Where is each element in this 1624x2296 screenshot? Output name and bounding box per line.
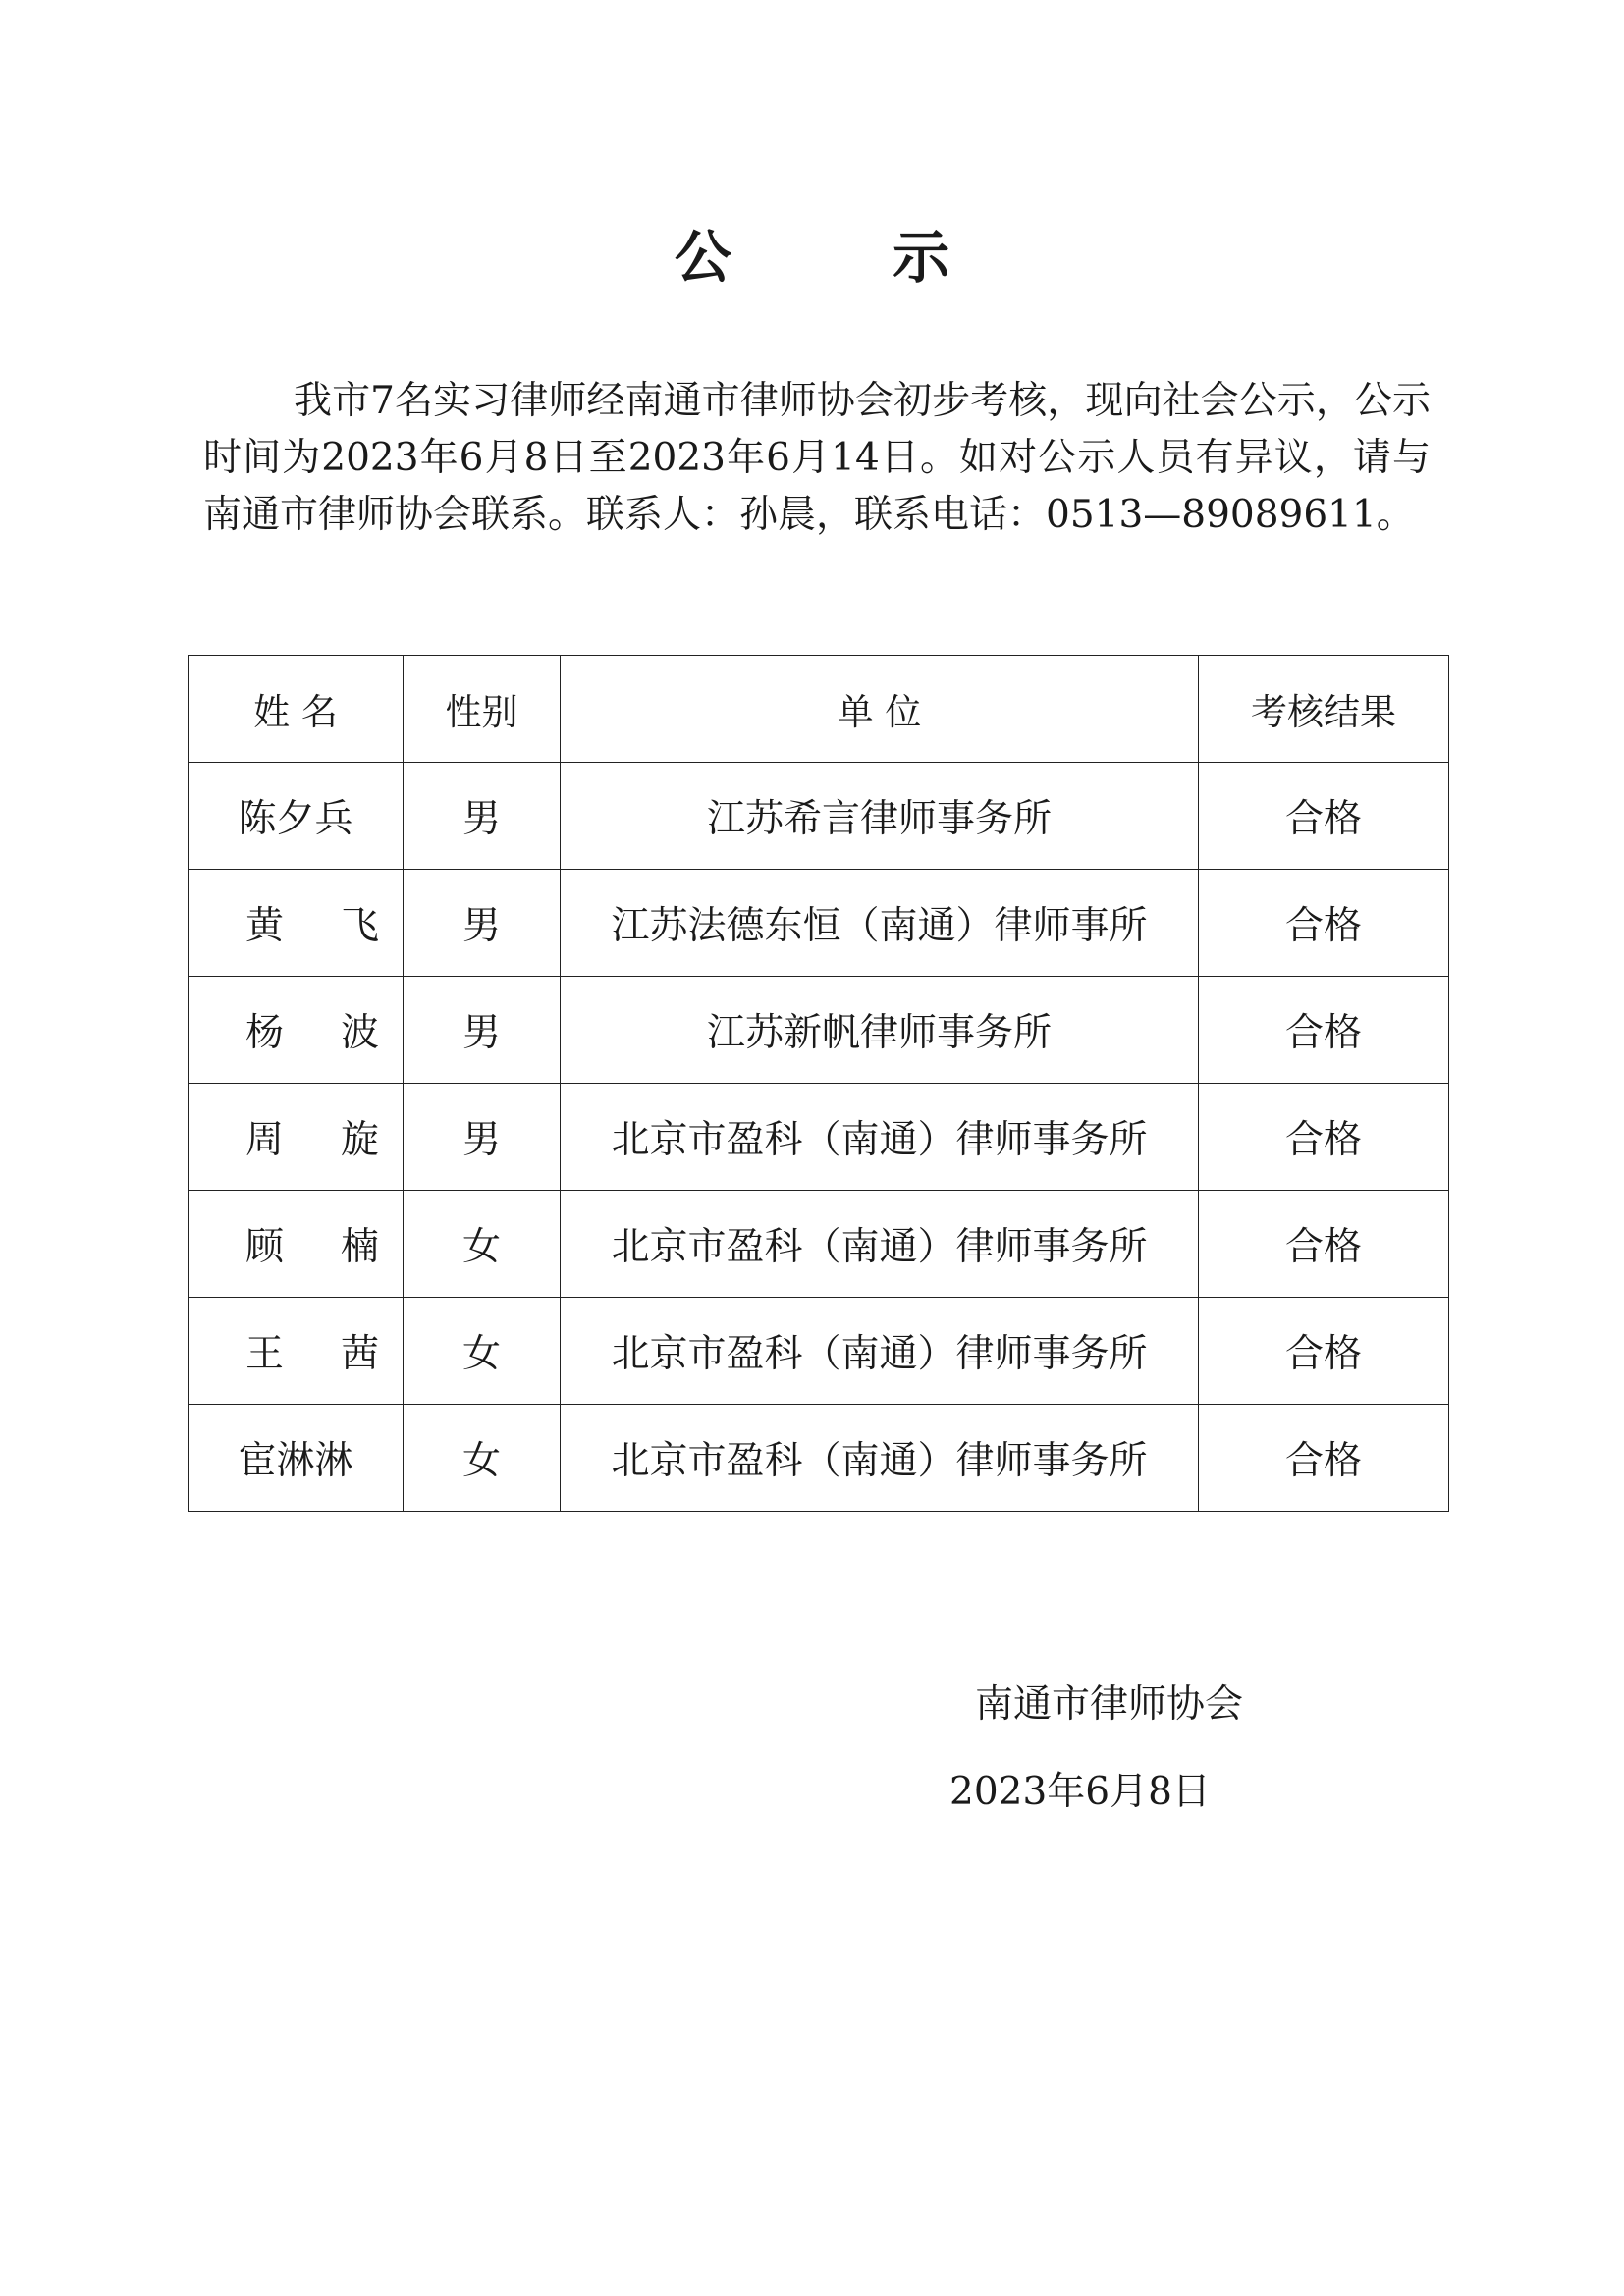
- table-row: [189, 977, 1449, 1084]
- table-row: [189, 870, 1449, 977]
- cell-unit: 北京市盈科（南通）律师事务所: [561, 1405, 1199, 1512]
- cell-unit: 北京市盈科（南通）律师事务所: [561, 1191, 1199, 1298]
- cell-result: 合格: [1199, 1405, 1449, 1512]
- cell-gender: 女: [404, 1405, 561, 1512]
- cell-result: 合格: [1199, 870, 1449, 977]
- cell-unit: 江苏新帆律师事务所: [561, 977, 1199, 1084]
- cell-name: 王茜: [189, 1298, 404, 1405]
- cell-unit: 北京市盈科（南通）律师事务所: [561, 1298, 1199, 1405]
- cell-unit: 江苏法德东恒（南通）律师事所: [561, 870, 1199, 977]
- cell-name: 周旋: [189, 1084, 404, 1191]
- cell-name: 杨波: [189, 977, 404, 1084]
- header-unit: 单 位: [561, 656, 1199, 763]
- cell-result: 合格: [1199, 977, 1449, 1084]
- cell-gender: 女: [404, 1191, 561, 1298]
- cell-result: 合格: [1199, 763, 1449, 870]
- header-result: 考核结果: [1199, 656, 1449, 763]
- notice-body: 我市7名实习律师经南通市律师协会初步考核，现向社会公示，公示时间为2023年6月8日至2023年6月14日。如对公示人员有异议，请与南通市律师协会联系。联系人：孙晨，联系电话：0513—89089611。: [203, 379, 1431, 537]
- table-header-row: [189, 656, 1449, 763]
- cell-gender: 男: [404, 977, 561, 1084]
- cell-name: 宦淋淋: [189, 1405, 404, 1512]
- cell-gender: 女: [404, 1298, 561, 1405]
- cell-gender: 男: [404, 763, 561, 870]
- signature-date: 2023年6月8日: [949, 1770, 1211, 1814]
- page-title: 公 示: [674, 224, 1021, 291]
- cell-unit: 江苏希言律师事务所: [561, 763, 1199, 870]
- cell-unit: 北京市盈科（南通）律师事务所: [561, 1084, 1199, 1191]
- table-row: [189, 1191, 1449, 1298]
- table-row: [189, 1084, 1449, 1191]
- intern-lawyer-table: [188, 655, 1449, 1512]
- cell-gender: 男: [404, 1084, 561, 1191]
- cell-result: 合格: [1199, 1084, 1449, 1191]
- cell-gender: 男: [404, 870, 561, 977]
- cell-name: 陈夕兵: [189, 763, 404, 870]
- header-gender: 性别: [404, 656, 561, 763]
- cell-name: 黄飞: [189, 870, 404, 977]
- cell-name: 顾楠: [189, 1191, 404, 1298]
- table-row: [189, 1298, 1449, 1405]
- signature-organization: 南通市律师协会: [975, 1682, 1244, 1727]
- table-row: [189, 763, 1449, 870]
- cell-result: 合格: [1199, 1191, 1449, 1298]
- table-row: [189, 1405, 1449, 1512]
- header-name: 姓 名: [189, 656, 404, 763]
- cell-result: 合格: [1199, 1298, 1449, 1405]
